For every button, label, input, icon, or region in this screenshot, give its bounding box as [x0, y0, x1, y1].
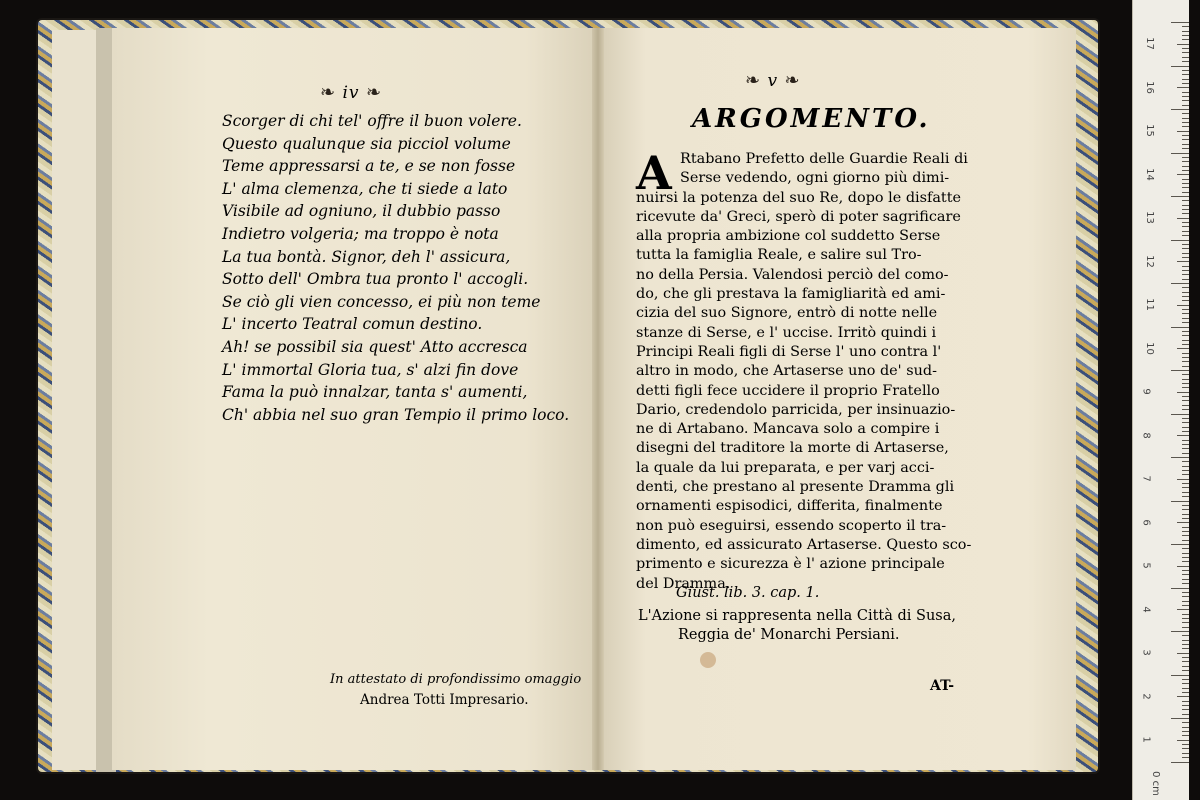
ruler-tick [1171, 240, 1189, 241]
ruler-tick [1182, 648, 1189, 649]
ruler-tick [1182, 340, 1189, 341]
ruler-tick [1171, 66, 1189, 67]
ruler-tick [1182, 518, 1189, 519]
ruler-tick [1182, 496, 1189, 497]
verse-line: Fama la può innalzar, tanta s' aumenti, [222, 383, 528, 402]
ruler-tick [1182, 70, 1189, 71]
ruler-tick [1171, 196, 1189, 197]
ruler-tick [1182, 722, 1189, 723]
ruler-tick [1182, 79, 1189, 80]
prose-line: Principi Reali figli di Serse l' uno contra l' [636, 343, 942, 360]
ruler-tick [1182, 744, 1189, 745]
prose-line: altro in modo, che Artaserse uno de' sud- [636, 363, 937, 380]
ruler-tick [1182, 461, 1189, 462]
ruler-tick [1182, 74, 1189, 75]
ruler-tick [1182, 179, 1189, 180]
ruler-tick [1182, 757, 1189, 758]
bleed-through-text [225, 470, 575, 670]
ruler-number: 5 [1140, 562, 1152, 569]
ruler-tick [1182, 292, 1189, 293]
argomento-body [636, 146, 982, 594]
ruler-tick [1182, 683, 1189, 684]
prose-line: detti figli fece uccidere il proprio Fratello [636, 382, 940, 399]
prose-line: ricevute da' Greci, sperò di poter sagrificare [636, 208, 961, 225]
ruler-tick [1182, 448, 1189, 449]
ruler-number: 11 [1143, 298, 1155, 311]
verse-line: Scorger di chi tel' offre il buon volere. [222, 112, 522, 130]
ruler-number: 16 [1143, 80, 1155, 94]
ruler-tick [1182, 192, 1189, 193]
ruler-tick [1182, 688, 1189, 689]
ruler-tick [1182, 105, 1189, 106]
ruler-tick [1182, 113, 1189, 114]
page-number-left: iv [342, 83, 360, 103]
setting-line-2: Reggia de' Monarchi Persiani. [678, 627, 900, 643]
ruler-tick [1182, 344, 1189, 345]
ruler-tick [1171, 588, 1189, 589]
ruler-tick [1171, 675, 1189, 676]
ruler-tick [1182, 540, 1189, 541]
ruler-tick [1182, 266, 1189, 267]
ruler-tick [1182, 126, 1189, 127]
ruler-tick [1182, 661, 1189, 662]
ruler-tick [1177, 740, 1189, 741]
ruler-tick [1182, 335, 1189, 336]
ruler-tick [1182, 26, 1189, 27]
ruler-tick [1182, 209, 1189, 210]
ruler-tick [1182, 387, 1189, 388]
ruler-tick [1182, 139, 1189, 140]
ruler-tick [1182, 357, 1189, 358]
ruler-tick [1182, 122, 1189, 123]
ruler-tick [1177, 174, 1189, 175]
prose-line: la quale da lui preparata, e per varj acci- [636, 459, 935, 476]
ruler-tick [1182, 309, 1189, 310]
verse-line: L' alma clemenza, che ti siede a lato [222, 179, 508, 198]
prose-line: stanze di Serse, e l' uccise. Irritò quindi i [636, 324, 937, 341]
ruler-tick [1182, 170, 1189, 171]
ruler-tick [1182, 396, 1189, 397]
dedication-line: In attestato di profondissimo omaggio [330, 672, 582, 687]
ruler-tick [1182, 527, 1189, 528]
argomento-title: ARGOMENTO. [692, 104, 931, 134]
prose-line: Dario, credendolo parricida, per insinuazio- [636, 401, 956, 418]
ruler-tick [1182, 296, 1189, 297]
ruler-tick [1182, 353, 1189, 354]
ruler-tick [1182, 618, 1189, 619]
prose-line: cizia del suo Signore, entrò di notte nelle [636, 305, 938, 322]
ruler-tick [1182, 427, 1189, 428]
ruler-tick [1171, 327, 1189, 328]
ruler-tick [1182, 444, 1189, 445]
ruler-tick [1177, 348, 1189, 349]
ruler-tick [1182, 657, 1189, 658]
ruler-tick [1182, 92, 1189, 93]
ruler-tick [1182, 579, 1189, 580]
ruler-tick [1182, 505, 1189, 506]
ruler-tick [1182, 570, 1189, 571]
ruler-tick [1182, 244, 1189, 245]
ruler-tick [1182, 166, 1189, 167]
ruler-tick [1182, 96, 1189, 97]
ruler-tick [1182, 622, 1189, 623]
ruler-tick [1182, 509, 1189, 510]
ruler-number: 13 [1143, 211, 1155, 224]
catchword: AT- [930, 678, 955, 694]
verse-line: Ch' abbia nel suo gran Tempio il primo loco. [222, 405, 570, 424]
ruler-tick [1177, 522, 1189, 523]
ruler-tick [1182, 627, 1189, 628]
verse-line: Questo qualunque sia picciol volume [222, 134, 511, 153]
ruler-number: 1 [1140, 736, 1152, 743]
ruler-tick [1182, 383, 1189, 384]
ruler-tick [1182, 135, 1189, 136]
ruler-tick [1182, 705, 1189, 706]
ruler-tick [1182, 187, 1189, 188]
ruler-tick [1182, 61, 1189, 62]
ornament-right-icon: ❧ [784, 70, 801, 91]
ruler-tick [1177, 479, 1189, 480]
ruler-tick [1182, 257, 1189, 258]
ruler-tick [1177, 392, 1189, 393]
ruler-tick [1182, 666, 1189, 667]
prose-line: del Dramma. [636, 575, 731, 592]
ruler-tick [1171, 718, 1189, 719]
ruler-tick [1182, 366, 1189, 367]
ruler-tick [1182, 535, 1189, 536]
dedication-verse [222, 110, 582, 426]
book-gutter [592, 28, 604, 770]
measurement-ruler [1132, 0, 1189, 800]
ruler-tick [1182, 596, 1189, 597]
ruler-tick [1182, 361, 1189, 362]
ruler-tick [1171, 414, 1189, 415]
ruler-tick [1182, 213, 1189, 214]
ruler-tick [1182, 431, 1189, 432]
ruler-tick [1182, 226, 1189, 227]
prose-line: denti, che prestano al presente Dramma gli [636, 479, 955, 496]
ruler-tick [1182, 418, 1189, 419]
ruler-tick [1182, 553, 1189, 554]
verse-line: Teme appressarsi a te, e se non fosse [222, 157, 516, 176]
ruler-tick [1182, 561, 1189, 562]
prose-line: non può eseguirsi, essendo scoperto il tra- [636, 517, 947, 534]
ruler-tick [1177, 653, 1189, 654]
ruler-tick [1182, 157, 1189, 158]
prose-line: dimento, ed assicurato Artaserse. Questo sco- [636, 536, 972, 553]
prose-line: ornamenti espisodici, differita, finalmente [636, 498, 943, 515]
setting-line: L'Azione si rappresenta nella Città di Susa, [638, 608, 956, 624]
ruler-tick [1182, 727, 1189, 728]
ruler-tick [1182, 379, 1189, 380]
ruler-tick [1182, 200, 1189, 201]
prose-line: alla propria ambizione col suddetto Serse [636, 228, 941, 245]
ruler-number: 9 [1140, 388, 1152, 395]
ruler-number: 2 [1140, 692, 1152, 700]
ruler-tick [1182, 287, 1189, 288]
ruler-tick [1177, 435, 1189, 436]
ruler-tick [1182, 148, 1189, 149]
page-number-right: v [767, 71, 779, 91]
ruler-tick [1182, 514, 1189, 515]
ruler-tick [1171, 109, 1189, 110]
ruler-tick [1182, 222, 1189, 223]
ruler-tick [1177, 218, 1189, 219]
ruler-number: 7 [1140, 475, 1152, 482]
ruler-tick [1182, 644, 1189, 645]
ruler-tick [1182, 279, 1189, 280]
ornament-left-icon: ❧ [745, 70, 762, 91]
verse-line: Sotto dell' Ombra tua pronto l' accogli. [222, 270, 529, 289]
ruler-tick [1182, 83, 1189, 84]
ruler-tick [1182, 235, 1189, 236]
ruler-tick [1182, 670, 1189, 671]
ruler-tick [1171, 22, 1189, 23]
ruler-tick [1182, 483, 1189, 484]
ruler-number: 3 [1140, 649, 1152, 656]
prose-line: nuirsi la potenza del suo Re, dopo le disfatte [636, 189, 962, 206]
ruler-tick [1182, 640, 1189, 641]
ruler-tick [1182, 574, 1189, 575]
ruler-tick [1182, 100, 1189, 101]
ruler-tick [1171, 631, 1189, 632]
ruler-tick [1177, 566, 1189, 567]
ruler-tick [1182, 614, 1189, 615]
ruler-tick [1182, 583, 1189, 584]
ruler-tick [1182, 57, 1189, 58]
ruler-tick [1182, 409, 1189, 410]
verse-line: La tua bontà. Signor, deh l' assicura, [222, 247, 511, 266]
verse-line: L' immortal Gloria tua, s' alzi fin dove [222, 360, 519, 379]
left-page-header [320, 82, 382, 103]
ruler-tick [1177, 696, 1189, 697]
ruler-number: 8 [1140, 431, 1152, 439]
ruler-tick [1182, 253, 1189, 254]
ruler-tick [1182, 714, 1189, 715]
ruler-number: 6 [1140, 518, 1152, 526]
ruler-tick [1182, 118, 1189, 119]
ruler-tick [1171, 283, 1189, 284]
ruler-tick [1177, 44, 1189, 45]
ruler-tick [1182, 548, 1189, 549]
source-citation: Giust. lib. 3. cap. 1. [676, 585, 820, 601]
prose-line: Serse vedendo, ogni giorno più dimi- [680, 170, 950, 187]
ruler-tick [1182, 701, 1189, 702]
ruler-number: 14 [1143, 167, 1155, 181]
ruler-tick [1177, 609, 1189, 610]
drop-cap: A [636, 146, 672, 200]
ornament-right-icon: ❧ [365, 82, 383, 103]
ruler-tick [1182, 440, 1189, 441]
right-page-header [745, 70, 801, 91]
ruler-tick [1182, 35, 1189, 36]
prose-line: disegni del traditore la morte di Artaserse, [636, 440, 949, 457]
ruler-tick [1182, 205, 1189, 206]
ruler-tick [1182, 183, 1189, 184]
prose-line: do, che gli prestava la famigliarità ed ami- [636, 286, 946, 303]
ruler-tick [1182, 231, 1189, 232]
ruler-tick [1182, 605, 1189, 606]
ruler-number: 4 [1140, 605, 1152, 613]
ruler-tick [1171, 370, 1189, 371]
ruler-tick [1182, 474, 1189, 475]
ruler-tick [1182, 557, 1189, 558]
ruler-tick [1171, 544, 1189, 545]
ruler-tick [1182, 531, 1189, 532]
ruler-tick [1182, 318, 1189, 319]
ruler-tick [1182, 300, 1189, 301]
ruler-tick [1177, 305, 1189, 306]
ruler-tick [1182, 405, 1189, 406]
ruler-tick [1182, 161, 1189, 162]
prose-line: no della Persia. Valendosi perciò del como- [636, 266, 949, 283]
ruler-tick [1182, 313, 1189, 314]
prose-line: tutta la famiglia Reale, e salire sul Tro- [636, 247, 922, 264]
ruler-tick [1182, 692, 1189, 693]
ruler-tick [1182, 31, 1189, 32]
verse-line: Ah! se possibil sia quest' Atto accresca [222, 337, 528, 356]
ornament-left-icon: ❧ [320, 82, 337, 103]
ruler-tick [1182, 422, 1189, 423]
ruler-tick [1182, 735, 1189, 736]
ruler-tick [1182, 487, 1189, 488]
ruler-tick [1177, 261, 1189, 262]
prose-line: Rtabano Prefetto delle Guardie Reali di [680, 151, 968, 167]
verse-line: Se ciò gli vien concesso, ei più non teme [222, 292, 541, 311]
ruler-tick [1171, 501, 1189, 502]
ruler-tick [1177, 131, 1189, 132]
impresario-signature: Andrea Totti Impresario. [360, 692, 529, 708]
ruler-tick [1182, 248, 1189, 249]
ruler-tick [1182, 270, 1189, 271]
ruler-tick [1182, 679, 1189, 680]
prose-line: ne di Artabano. Mancava solo a compire i [636, 421, 940, 438]
ruler-tick [1182, 274, 1189, 275]
paper-stain [700, 652, 716, 668]
ruler-tick [1182, 39, 1189, 40]
ruler-tick [1182, 492, 1189, 493]
ruler-tick [1182, 466, 1189, 467]
ruler-tick [1182, 374, 1189, 375]
verse-line: Visibile ad ogniuno, il dubbio passo [222, 202, 501, 221]
ruler-tick [1182, 709, 1189, 710]
ruler-tick [1182, 635, 1189, 636]
ruler-tick [1182, 453, 1189, 454]
prose-line: primento e sicurezza è l' azione principale [636, 556, 945, 573]
ruler-number: 12 [1143, 254, 1155, 268]
ruler-tick [1182, 748, 1189, 749]
ruler-tick [1182, 144, 1189, 145]
ruler-tick [1182, 400, 1189, 401]
ruler-tick [1182, 322, 1189, 323]
ruler-tick [1182, 601, 1189, 602]
ruler-tick [1171, 762, 1189, 763]
ruler-number: 10 [1143, 341, 1155, 355]
ruler-tick [1171, 457, 1189, 458]
ruler-number: 15 [1143, 124, 1155, 137]
ruler-tick [1182, 592, 1189, 593]
ruler-tick [1171, 153, 1189, 154]
ruler-number: 0 cm [1149, 770, 1161, 796]
ruler-tick [1182, 48, 1189, 49]
ruler-tick [1182, 331, 1189, 332]
ruler-tick [1182, 753, 1189, 754]
ruler-tick [1177, 87, 1189, 88]
ruler-tick [1182, 470, 1189, 471]
ruler-tick [1182, 731, 1189, 732]
verse-line: Indietro volgeria; ma troppo è nota [222, 224, 499, 243]
ruler-number: 17 [1143, 37, 1155, 50]
ruler-tick [1182, 52, 1189, 53]
verse-line: L' incerto Teatral comun destino. [222, 315, 483, 334]
